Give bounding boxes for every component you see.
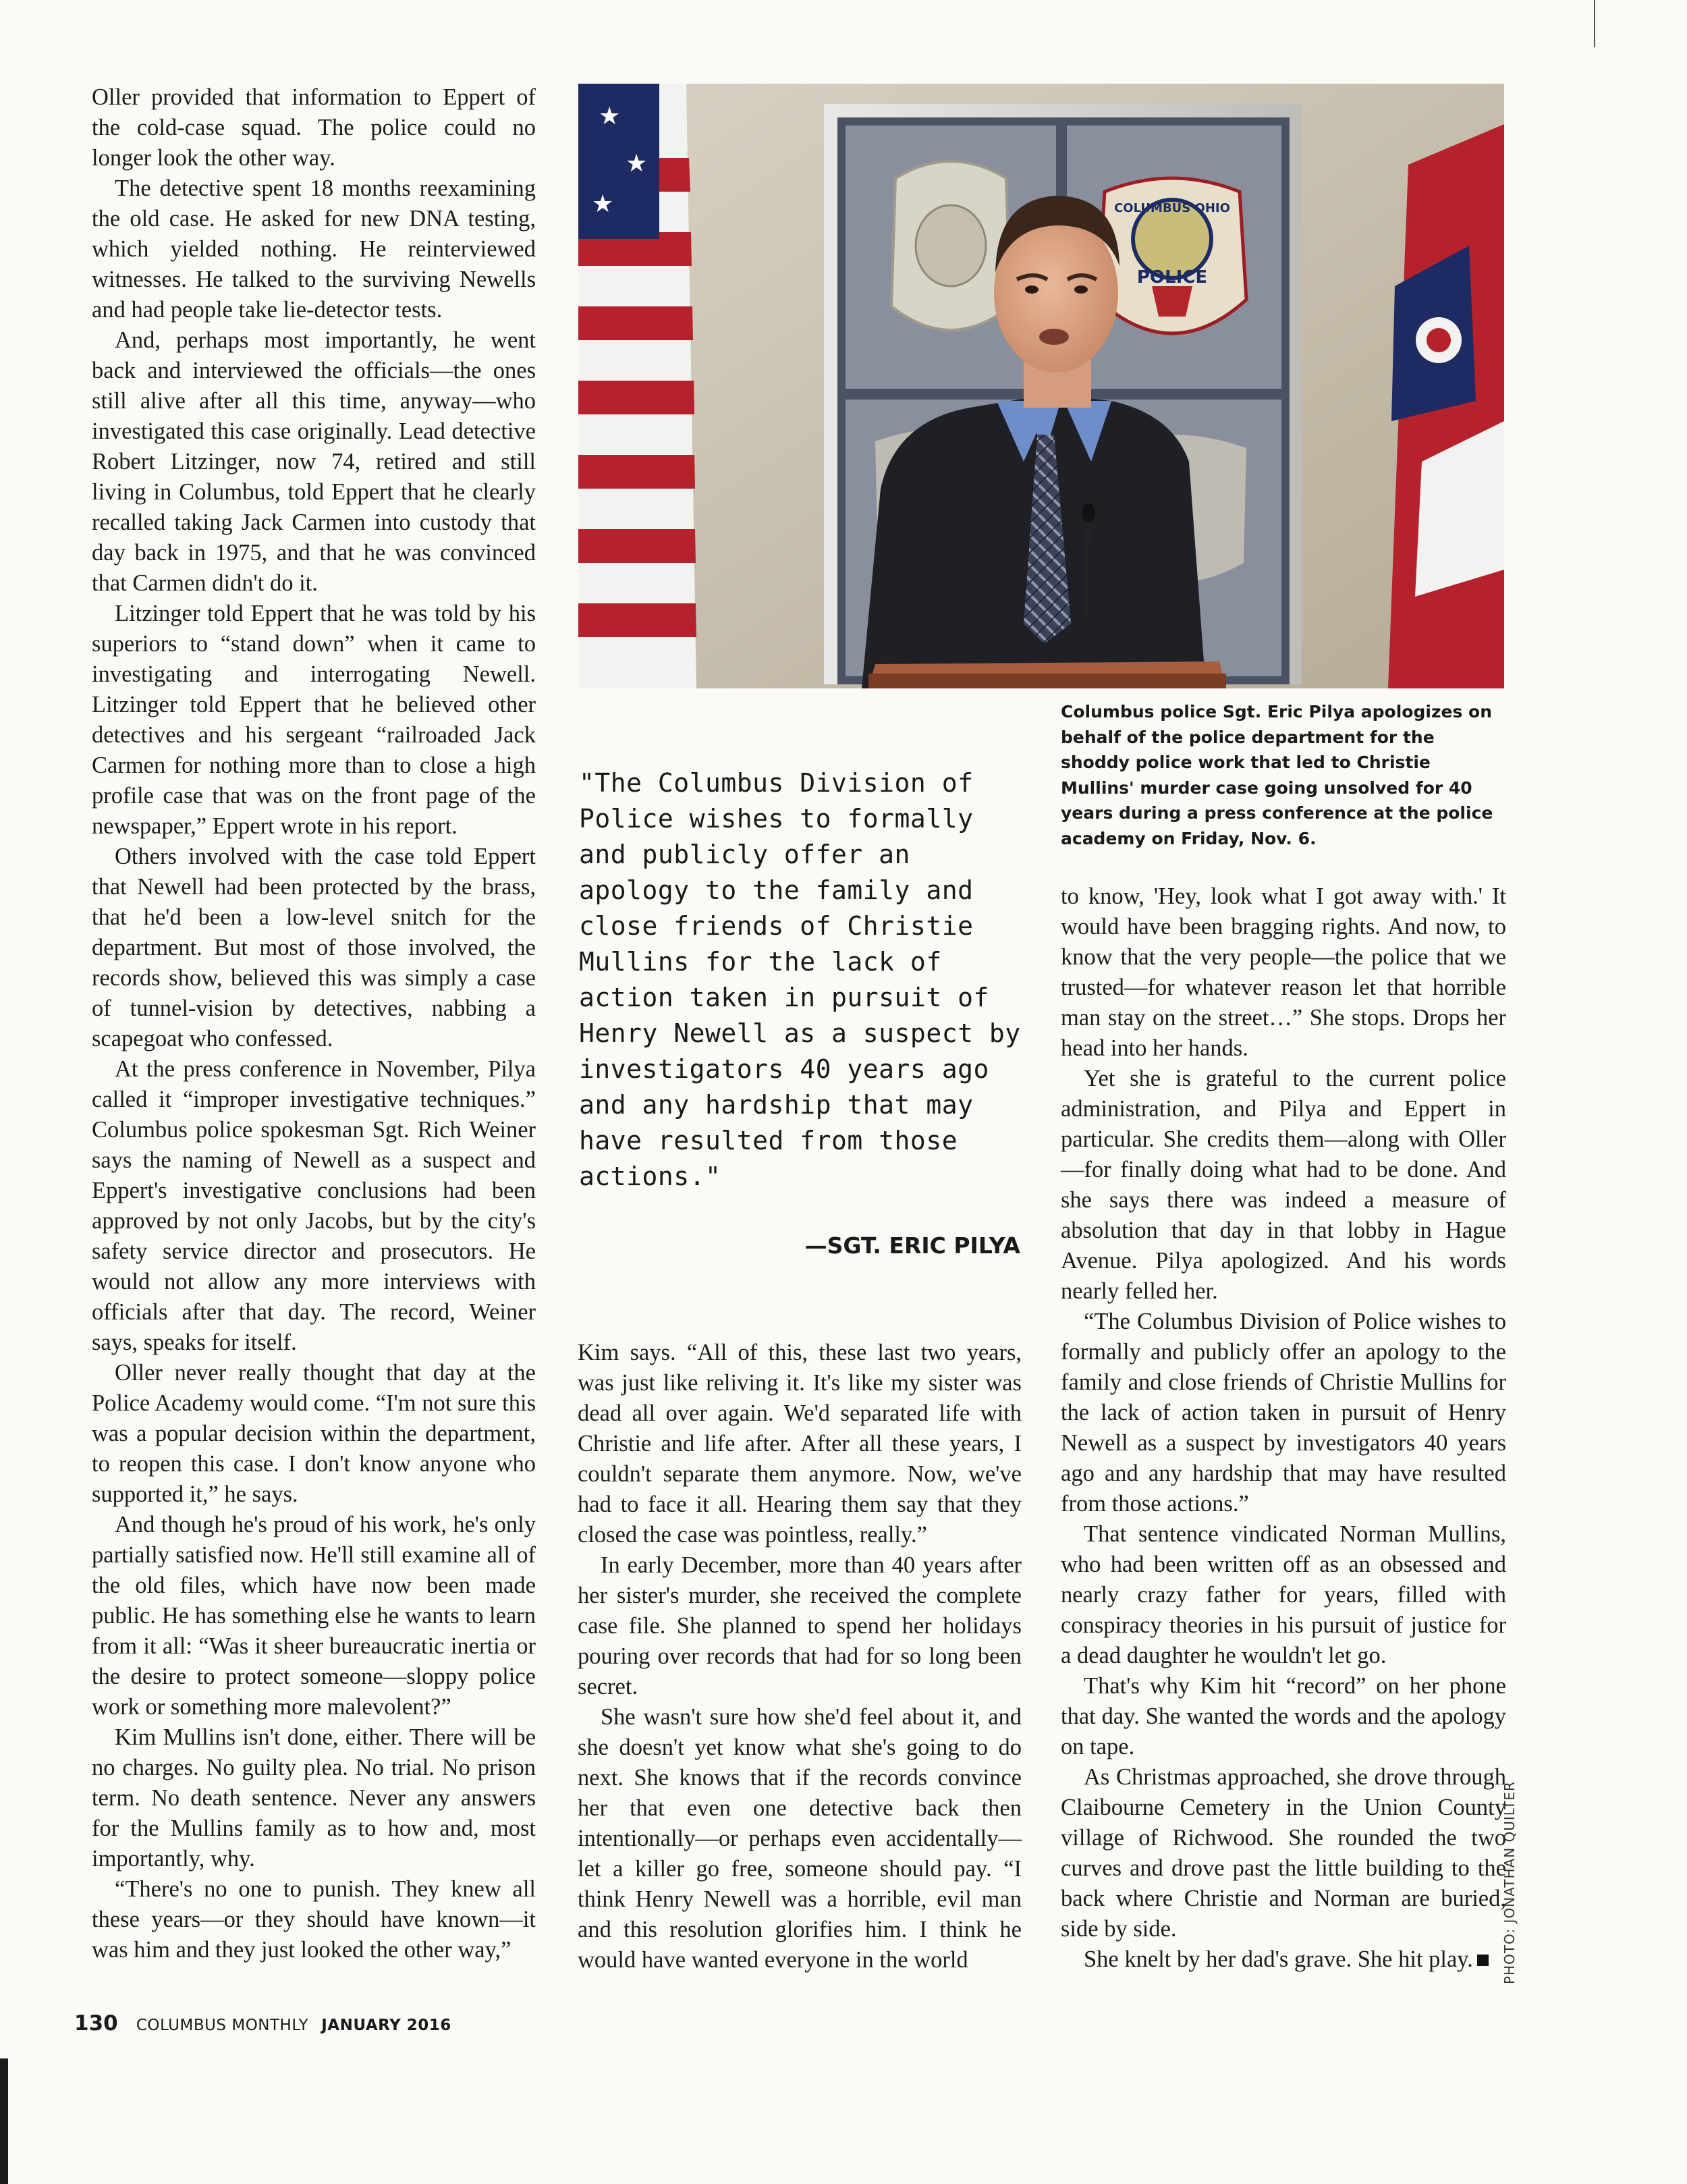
- pull-quote: "The Columbus Division of Police wishes to formally and publicly offer an apology to the family and close friends of Christie Mullins for the lack of action taken in pursuit of Henry Newell as a suspect by investigators 40 years ago and any hardship that may have resulted from those actions.": [579, 768, 1021, 1191]
- paragraph: Oller provided that information to Eppert of the cold-case squad. The police could no longer look the other way.: [92, 84, 536, 171]
- paragraph: The detective spent 18 months reexamining the old case. He asked for new DNA testing, which yielded nothing. He reinterviewed witnesses. He talked to the surviving Newells and had people take lie-detector tests.: [92, 175, 536, 323]
- paragraph: Kim Mullins isn't done, either. There will be no charges. No guilty plea. No trial. No prison term. No death sentence. Never any answers for the Mullins family as to how and, most importantly, why.: [92, 1724, 536, 1872]
- paragraph: In early December, more than 40 years after her sister's murder, she received the complete case file. She planned to spend her holidays pouring over records that had for so long been secret.: [578, 1552, 1022, 1699]
- press-conference-photo: [578, 84, 1504, 688]
- pull-quote-attribution: —SGT. ERIC PILYA: [804, 1232, 1020, 1259]
- us-flag: [578, 84, 696, 688]
- paragraph: Oller never really thought that day at the Police Academy would come. “I'm not sure this was a popular decision within the department, to reopen this case. I don't know anyone who supported it,” he says.: [92, 1360, 536, 1507]
- paragraph: Others involved with the case told Eppert that Newell had been protected by the brass, that he'd been a low-level snitch for the department. But most of those involved, the records show, believed this was simply a case of tunnel-vision by detectives, nabbing a scapegoat who confessed.: [92, 844, 536, 1052]
- paragraph-final: [1061, 1944, 1506, 1975]
- article-column-3: [1061, 881, 1506, 1988]
- paragraph: That sentence vindicated Norman Mullins, who had been written off as an obsessed and nearly crazy father for years, filled with conspiracy theories in his pursuit of justice for a dead daughter he wouldn't let go.: [1061, 1521, 1506, 1668]
- photo-credit-text: PHOTO: JONATHAN QUILTER: [1501, 1781, 1518, 1984]
- svg-text:★: ★: [599, 103, 621, 130]
- paragraph: At the press conference in November, Pilya called it “improper investigative techniques.” Columbus police spokesman Sgt. Rich Weiner says the naming of Newell as a suspect and Eppert's investigative conclusions had been approved by not only Jacobs, but by the city's safety service director and prosecutors. He would not allow any more interviews with officials after that day. The record, Weiner says, speaks for itself.: [92, 1056, 536, 1355]
- paragraph: That's why Kim hit “record” on her phone that day. She wanted the words and the apology on tape.: [1061, 1673, 1506, 1759]
- paragraph: “The Columbus Division of Police wishes to formally and publicly offer an apology to the family and close friends of Christie Mullins for the lack of action taken in pursuit of Henry Newell as a suspect by investigators 40 years ago and any hardship that may have resulted from those actions.”: [1061, 1309, 1506, 1517]
- paragraph: Litzinger told Eppert that he was told by his superiors to “stand down” when it came to investigating and interrogating Newell. Litzinger told Eppert that he believed other detectives and his sergeant “railroaded Jack Carmen for nothing more than to close a high profile case that was on the front page of the newspaper,” Eppert wrote in his report.: [92, 601, 536, 839]
- page-number: 130: [74, 2011, 118, 2036]
- page-edge-mark: [1594, 0, 1595, 47]
- paragraph: Kim says. “All of this, these last two years, was just like reliving it. It's like my sister was dead all over again. We'd separated life with Christie and life after. After all these years, I couldn't separate them anymore. Now, we've had to face it all. Hearing them say that they closed the case was pointless, really.”: [578, 1340, 1022, 1548]
- page-edge-bar: [0, 2058, 8, 2184]
- svg-text:★: ★: [592, 190, 614, 218]
- paragraph: And though he's proud of his work, he's only partially satisfied now. He'll still examine all of the old files, which have now been made public. He has something else he wants to learn from it all: “Was it sheer bureaucratic inertia or the desire to protect someone—sloppy police work or something more malevolent?”: [92, 1512, 536, 1720]
- photo-caption: Columbus police Sgt. Eric Pilya apologizes on behalf of the police department for the shoddy police work that led to Christie Mullins' murder case going unsolved for 40 years during a press conference at the police academy on Friday, Nov. 6.: [1061, 702, 1493, 848]
- article-column-1: [92, 82, 536, 1965]
- end-mark-icon: [1477, 1955, 1489, 1966]
- badge-text-top: COLUMBUS OHIO: [1114, 201, 1230, 215]
- paragraph: She wasn't sure how she'd feel about it, and she doesn't yet know what she's going to do next. She knows that if the records convince her that even one detective back then intentionally—or perhaps even accidentally—let a killer go free, someone should pay. “I think Henry Newell was a horrible, evil man and this resolution glorifies him. I think he would have wanted everyone in the world: [578, 1704, 1022, 1973]
- paragraph: As Christmas approached, she drove through Claibourne Cemetery in the Union County village of Richwood. She rounded the two curves and drove past the little building to the back where Christie and Norman are buried, side by side.: [1061, 1764, 1506, 1942]
- paragraph: to know, 'Hey, look what I got away with.' It would have been bragging rights. And now, to know that the very people—the police that we trusted—for whatever reason let that horrible man stay on the street…” She stops. Drops her head into her hands.: [1061, 883, 1506, 1061]
- photo-credit: [1501, 1781, 1528, 1984]
- svg-text:★: ★: [626, 150, 648, 178]
- magazine-name: COLUMBUS MONTHLY: [136, 2017, 309, 2034]
- paragraph: “There's no one to punish. They knew all these years—or they should have known—it was him and they just looked the other way,”: [92, 1876, 536, 1963]
- final-sentence: She knelt by her dad's grave. She hit play.: [1084, 1946, 1473, 1972]
- page-footer: [74, 2011, 451, 2038]
- paragraph: And, perhaps most importantly, he went back and interviewed the officials—the ones still alive after all this time, anyway—who investigated this case originally. Lead detective Robert Litzinger, now 74, retired and still living in Columbus, told Eppert that he clearly recalled taking Jack Carmen into custody that day back in 1975, and that he was convinced that Carmen didn't do it.: [92, 327, 536, 596]
- paragraph: Yet she is grateful to the current police administration, and Pilya and Eppert in particular. She credits them—along with Oller—for finally doing what had to be done. And she says there was indeed a measure of absolution that day in that lobby in Hague Avenue. Pilya apologized. And his words nearly felled her.: [1061, 1066, 1506, 1304]
- issue-date: JANUARY 2016: [321, 2017, 451, 2034]
- article-column-2: [578, 1338, 1022, 1979]
- badge-text-bottom: POLICE: [1136, 267, 1208, 288]
